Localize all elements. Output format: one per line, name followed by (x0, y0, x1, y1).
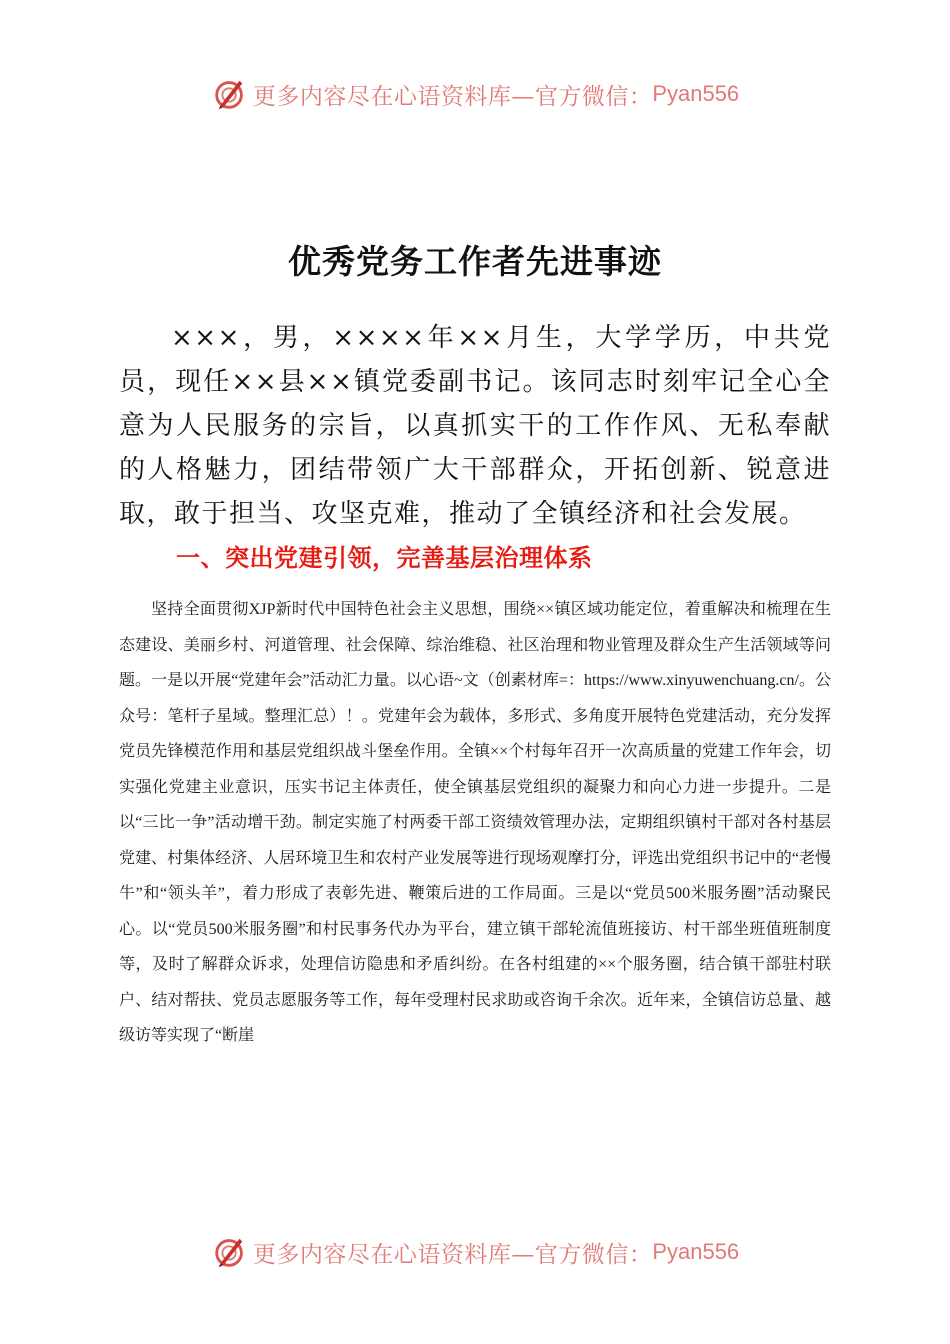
watermark-text: 更多内容尽在心语资料库—官方微信： (252, 1241, 653, 1268)
watermark-banner-top (0, 74, 950, 114)
watermark-account: Pyan556 (652, 1239, 740, 1264)
section-body-paragraph: 坚持全面贯彻XJP新时代中国特色社会主义思想，围绕××镇区域功能定位，着重解决和梳理在生态建设、美丽乡村、河道管理、社会保障、综治维稳、社区治理和物业管理及群众生产生活领域等问题。一是以开展“党建年会”活动汇力量。以心语~文（创素材库=：https://www.xinyuwenchuang.cn/。公众号：笔杆子星域。整理汇总）！。党建年会为载体，多形式、多角度开展特色党建活动，充分发挥党员先锋模范作用和基层党组织战斗堡垒作用。全镇××个村每年召开一次高质量的党建工作年会，切实强化党建主业意识，压实书记主体责任，使全镇基层党组织的凝聚力和向心力进一步提升。二是以“三比一争”活动增干劲。制定实施了村两委干部工资绩效管理办法，定期组织镇村干部对各村基层党建、村集体经济、人居环境卫生和农村产业发展等进行现场观摩打分，评选出党组织书记中的“老慢牛”和“领头羊”，着力形成了表彰先进、鞭策后进的工作局面。三是以“党员500米服务圈”活动聚民心。以“党员500米服务圈”和村民事务代办为平台，建立镇干部轮流值班接访、村干部坐班值班制度等，及时了解群众诉求，处理信访隐患和矛盾纠纷。在各村组建的××个服务圈，结合镇干部驻村联户、结对帮扶、党员志愿服务等工作，每年受理村民求助或咨询千余次。近年来，全镇信访总量、越级访等实现了“断崖 (119, 601, 831, 1044)
document-title: 优秀党务工作者先进事迹 (288, 242, 662, 281)
watermark-text: 更多内容尽在心语资料库—官方微信： (252, 83, 653, 110)
watermark-banner-bottom (0, 1232, 950, 1272)
section-heading: 一、突出党建引领，完善基层治理体系 (176, 544, 593, 572)
intro-paragraph: ×××，男，××××年××月生，大学学历，中共党员，现任××县××镇党委副书记。该同志时刻牢记全心全意为人民服务的宗旨，以真抓实干的工作作风、无私奉献的人格魅力，团结带领广大干部群众，开拓创新、锐意进取，敢于担当、攻坚克难，推动了全镇经济和社会发展。 (119, 323, 831, 529)
watermark-account: Pyan556 (652, 81, 740, 106)
pen-logo-icon (211, 75, 249, 113)
pen-logo-icon (211, 1233, 249, 1271)
